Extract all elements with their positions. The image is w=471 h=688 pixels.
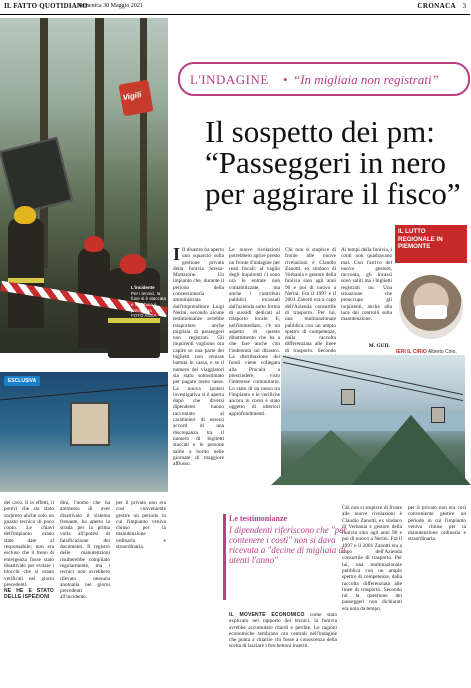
page-header [0,0,470,15]
exclusive-photo [0,372,168,492]
drop-cap: I [173,244,181,264]
pullquote-text: I dipendenti riferiscono che "per contenere i costi" non si dava ricevuta a "decine di migliaia di utenti l'anno" [229,525,347,565]
sidebar-name: IERI IL CIRIO [396,349,427,355]
cable-wire [283,356,463,395]
mountain [351,415,471,485]
issue-date: Domenica 30 Maggio 2021 [77,3,143,9]
pullquote-kicker: Le testimonianze [229,514,287,523]
vigili-sign: Vigili [118,80,153,117]
exclusive-badge: ESCLUSIVA [4,376,40,386]
subhead: IL MOVENTE ECONOMICO [229,612,305,618]
section-label: CRONACA [417,2,456,10]
photo-caption: L'incidente Per i tecnici, la fune si è staccata e la cabina è precipitata FOTO ANSA [131,285,167,319]
article-column-8: IL MOVENTE ECONOMICO come stato explicato nel rapporto dei tecnici, la funivia avrebbe accumulato ritardi e perdite. Le ragioni economiche sembrano ora centrali nell'indagine che punta a chiarire chi fosse a conoscenza della scelta di lasciare i forchettoni inseriti. [229,612,337,650]
article-column-2: Le nuove rivelazioni potrebbero aprire presto un fronte d'indagine per reati fiscali: al vaglio degli inquirenti ci sono ora le entrate non contabilizzate, ma anche i contributi pubblici incassati dall'azienda sotto forma di sussidi dedicati al trasporto locale. E, nell'immediato, c'è un aspetto di questo dibattimento che ha a che fare anche con l'indennità sul disastro. La distribuzione dei fondi viene collegata alla Procura a prescindere, visto l'interesse comunitario. Lo stato di un nesso tra l'impianto e le verifiche ancora in corso è stato oggetto di ulteriori approfondimenti. [229,247,280,417]
lutto-regionale-box: IL LUTTO REGIONALE IN PIEMONTE [395,225,467,263]
helmet-icon [120,254,146,274]
kicker-quote: “In migliaia non registrati” [293,72,439,87]
sidebar-text: IERI IL CIRIO Alberto Cirio, [396,349,457,355]
article-column-4: Ai tempi della funivia, i conti non quadravano mai. Con l'arrivo del nuovo gestore, racconta, gli incassi sono saliti ma i biglietti registrati no. Una situazione che preoccupa gli inquirenti, anche alla luce dei controlli sulla manutenzione. [341,247,392,323]
testimonianze-pullquote [229,514,359,565]
tree-trunk [140,18,147,258]
article-column-5: dei cavo. Il in effetti, il potevi che sia stato sorpreso anche solo un guasto tecnico di poco conto. Le chiavi dell'impianto erano state date al responsabile; non era escluso che il freno di emergenza fosse stato disattivato per evitare i blocchi che si erano verificati nei giorni precedenti. NE HE E STATO DELLE ISPEZIONI [4,500,54,601]
masthead: IL FATTO QUOTIDIANO [4,2,88,10]
portrait-photo [399,275,463,339]
face-mask [415,305,447,319]
cabin [431,407,445,423]
helmet-icon [14,206,36,224]
reflective-stripe [108,318,160,323]
article-column-7: per il privato non era così conveniente gestire un periodo in cui l'impianto veniva chiuso per la manutenzione ordinaria e straordinaria. [116,500,166,551]
accent-bar [223,514,226,600]
article-column-3: Chi non si stupisce di fronte alle nuove rivelazioni è Claudio Zanotti, ex sindaco di Verbania e gestore della funivia sino agli anni 90 e poi di nuovo a Nerini. Fra il 1997 e il 2001 Zanotti era a capo dell'Azienda consortile di trasporto. Per lui, una multinazionale pubblica con un ampio spettro di competenze, dalla raccolta differenziata alle linee di trasporto. Secondo [285,247,336,354]
headline: Il sospetto dei pm: “Passeggeri in nero per aggirare il fisco” [205,114,461,211]
cable-wire [0,385,167,401]
article-column-9: Chi non si stupisce di fronte alle nuove rivelazioni è Claudio Zanotti, ex sindaco di Verbania e gestore della funivia sino agli anni 90 e poi di nuovo a Nerini. Fra il 1997 e il 2001 Zanotti era a capo dell'Azienda consortile di trasporto. Per lui, una multinazionale pubblica con un ampio spettro di competenze, dalla raccolta differenziata alle linee di trasporto. Secondo lui la questione dei passeggeri non dichiarati era nota da tempo. [342,505,402,612]
page-number: 3 [462,2,466,10]
cabin [70,402,110,446]
cable-car-photo [281,355,465,485]
subhead: NE HE E STATO DELLE ISPEZIONI [4,588,54,601]
article-column-10: per il privato non era così conveniente gestire un periodo in cui l'impianto veniva chiuso per la manutenzione ordinaria e straordinaria. [408,505,466,543]
cable-wire [283,362,463,401]
firefighter [8,218,44,328]
article-column-6: dini, l'uomo che ha ammesso di aver disattivato il sistema frenante, ha aperto la strada per la prima volta all'ipotesi di falsificazione dei documenti. Il registro delle manutenzioni risulterebbe compilato regolarmente, ma i tecnici non avrebbero rilevato nessuna anomalia nei giorni precedenti all'incidente. [60,500,110,601]
kicker-label: L'INDAGINE [190,72,269,87]
helmet-icon [84,236,104,252]
bullet-icon: • [283,72,288,87]
wrecked-cabin [0,137,73,216]
indagine-kicker [178,62,470,96]
byline: M. GUIL [368,343,390,349]
article-column-1: I Il disastro ha aperto uno squarcio sulla gestione privata della funivia Stresa-Mottarone. Un impianto che, durante il periodo della concessionaria amministrata dall'imprenditore Luigi Nerini, secondo alcune testimonianze avrebbe trasportato anche migliaia di passeggeri non registrati. Gli inquirenti vogliono ora capire se una parte dei biglietti non venisse battuta in cassa, e se il numero dei viaggiatori sia stato sottostimato per pagare meno tasse. La nuova ipotesi investigativa si è aperta dopo che diversi dipendenti hanno raccontato ai carabinieri di essersi accorti di una discrepanza tra il numero di biglietti staccati e le persone salite a bordo nelle giornate di maggiore afflusso. [173,244,224,468]
cabin [341,389,355,405]
